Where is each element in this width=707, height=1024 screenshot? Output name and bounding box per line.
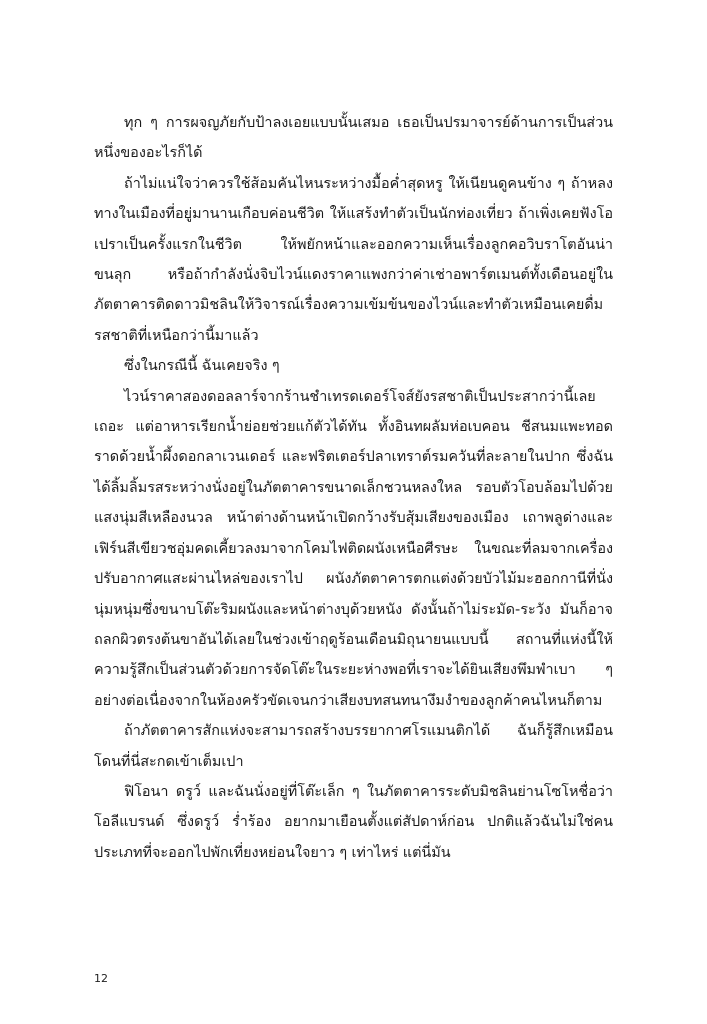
page-body-text: [94, 108, 613, 868]
paragraph: ซึ่งในกรณีนี้ ฉันเคยจริง ๆ: [124, 358, 280, 375]
paragraph: ถ้าภัตตาคารสักแห่งจะสามารถสร้างบรรยากาศโรแมนติกได้ ฉันก็รู้สึกเหมือนโดนที่นี่สะกดเข้าเต็มเปา: [94, 723, 613, 770]
page-number: 12: [94, 972, 108, 985]
paragraph: ไวน์ราคาสองดอลลาร์จากร้านชำเทรดเดอร์โจส์ยังรสชาติเป็นประสากว่านี้เลยเถอะ แต่อาหารเรียกน้ำย่อยช่วยแก้ตัวได้ทัน ทั้งอินทผลัมห่อเบคอน ชีสนมแพะทอดราดด้วยน้ำผึ้งดอกลาเวนเดอร์ และฟริตเตอร์ปลาเทราต์รมควันที่ละลายในปาก ซึ่งฉันได้ลิ้มลิ้มรสระหว่างนั่งอยู่ในภัตตาคารขนาดเล็กชวนหลงใหล รอบตัวโอบล้อมไปด้วยแสงนุ่มสีเหลืองนวล หน้าต่างด้านหน้าเปิดกว้างรับสุ้มเสียงของเมือง เถาพลูด่างและเฟิร์นสีเขียวชอุ่มคดเคี้ยวลงมาจากโคมไฟติดผนังเหนือศีรษะ ในขณะที่ลมจากเครื่องปรับอากาศแสะผ่านไหล่ของเราไป ผนังภัตตาคารตกแต่งด้วยบัวไม้มะฮอกกานีที่นั่งนุ่มหนุ่มซึ่งขนาบโต๊ะริมผนังและหน้าต่างบุด้วยหนัง ดังนั้นถ้าไม่ระมัด-ระวัง มันก็อาจถลกผิวตรงต้นขาอันได้เลยในช่วงเข้าฤดูร้อนเดือนมิถุนายนแบบนี้ สถานที่แห่งนี้ให้ความรู้สึกเป็นส่วนตัวด้วยการจัดโต๊ะในระยะห่างพอที่เราจะได้ยินเสียงพึมพำเบา ๆ อย่างต่อเนื่องจากในห้องครัวขัดเจนกว่าเสียงบทสนทนางึมงำของลูกค้าคนไหนก็ตาม: [94, 388, 613, 709]
paragraph: ฟิโอนา ดรูว์ และฉันนั่งอยู่ที่โต๊ะเล็ก ๆ ในภัตตาคารระดับมิชลินย่านโซโหชื่อว่าโอลีแบรนด์ ซึ่งดรูว์ ร่ำร้อง อยากมาเยือนตั้งแต่สัปดาห์ก่อน ปกติแล้วฉันไม่ใช่คนประเภทที่จะออกไปพักเที่ยงหย่อนใจยาว ๆ เท่าไหร่ แต่นี่มัน: [94, 783, 613, 861]
paragraph: ถ้าไม่แน่ใจว่าควรใช้ส้อมคันไหนระหว่างมื้อค่ำสุดหรู ให้เนียนดูคนข้าง ๆ ถ้าหลงทางในเมืองที่อยู่มานานเกือบค่อนชีวิต ให้แสร้งทำตัวเป็นนักท่องเที่ยว ถ้าเพิ่งเคยฟังโอเปราเป็นครั้งแรกในชีวิต ให้พยักหน้าและออกความเห็นเรื่องลูกคอวิบราโตอันน่าขนลุก หรือถ้ากำลังนั่งจิบไวน์แดงราคาแพงกว่าค่าเช่าอพาร์ตเมนต์ทั้งเดือนอยู่ในภัตตาคารติดดาวมิชลินให้วิจารณ์เรื่องความเข้มข้นของไวน์และทำตัวเหมือนเคยดื่มรสชาติที่เหนือกว่านี้มาแล้ว: [94, 175, 613, 344]
paragraph: ทุก ๆ การผจญภัยกับป้าลงเอยแบบนั้นเสมอ เธอเป็นปรมาจารย์ด้านการเป็นส่วนหนึ่งของอะไรก็ได้: [94, 115, 613, 162]
